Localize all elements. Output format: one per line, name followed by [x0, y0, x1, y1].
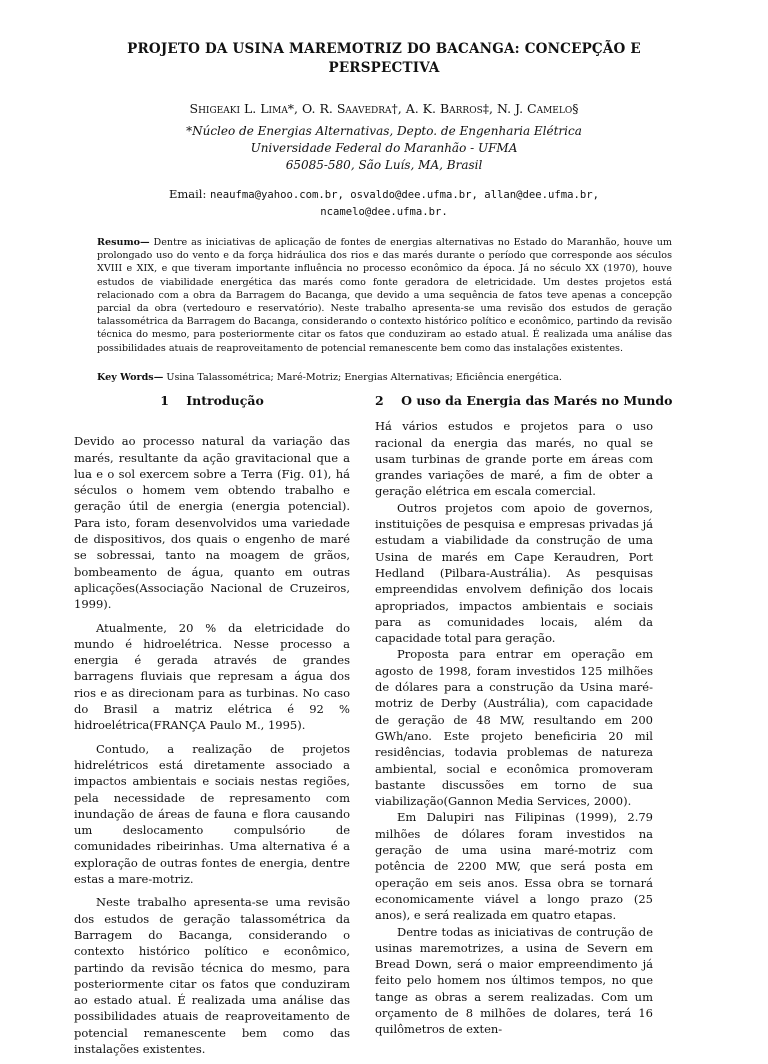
section-2-paragraph: Há vários estudos e projetos para o uso racional da energia das marés, no qual se usam turbinas de grande porte em áreas com grandes variações de maré, a fim de obter a geração elétrica em escala comercial. — [375, 419, 653, 499]
email-addresses-line-2: ncamelo@dee.ufma.br. — [320, 206, 448, 218]
affiliation-line-2: Universidade Federal do Maranhão - UFMA — [250, 141, 518, 155]
section-2-paragraph: Outros projetos com apoio de governos, instituições de pesquisa e empresas privadas já estudam a viabilidade da construção de uma Usina de marés em Cape Keraudren, Port Hedland (Pilbara-Austrália). As pesquisas empreendidas envolvem definição dos locais apropriados, impactos ambientais e sociais para as comunidades locais, além da capacidade total para geração. — [375, 500, 653, 646]
section-1-paragraph: Neste trabalho apresenta-se uma revisão dos estudos de geração talassométrica da Barragem do Bacanga, considerando o contexto histórico político e econômico, partindo da revisão técnica do mesmo, para posteriormente citar os fatos que conduziram ao estado atual. É realizada uma análise das possibilidades atuais de reaproveitamento de potencial remanescente bem como das instalações existentes. — [74, 895, 350, 1056]
keywords-label: Key Words— — [97, 372, 164, 383]
title-line-1: PROJETO DA USINA MAREMOTRIZ DO BACANGA: CONCEPÇÃO E — [127, 41, 641, 57]
keywords — [97, 371, 672, 384]
affiliation-line-1: *Núcleo de Energias Alternativas, Depto. de Engenharia Elétrica — [186, 124, 582, 138]
section-2-paragraph: Em Dalupiri nas Filipinas (1999), 2.79 milhões de dólares foram investidos na geração de uma usina maré-motriz com potência de 2200 MW, que será posta em operação em seis anos. Essa obra se tornará economicamente viável a longo prazo (25 anos), e será realizada em quatro etapas. — [375, 810, 653, 923]
abstract-label: Resumo— — [97, 237, 150, 248]
paper-title — [80, 40, 688, 78]
left-column — [74, 393, 350, 1064]
email-addresses-line-1: neaufma@yahoo.com.br, osvaldo@dee.ufma.br, allan@dee.ufma.br, — [209, 189, 600, 201]
section-2-heading: 2 O uso da Energia das Marés no Mundo — [375, 393, 673, 408]
section-2-paragraph: Dentre todas as iniciativas de contrução de usinas maremotrizes, a usina de Severn em Bread Down, será o maior empreendimento já feito pelo homem nos últimos tempos, no que tange as obras a serem realizadas. Com um orçamento de 8 milhões de dolares, terá 16 quilômetros de exten- — [375, 924, 653, 1037]
keywords-text: Usina Talassométrica; Maré-Motriz; Energias Alternativas; Eficiência energética. — [166, 372, 562, 383]
email-label: Email: — [168, 187, 207, 201]
section-1-paragraph: Contudo, a realização de projetos hidrelétricos está diretamente associado a impactos ambientais e sociais nestas regiões, pela necessidade de represamento com inundação de áreas de fauna e flora causando um deslocamento compulsório de comunidades ribeirinhas. Uma alternativa é a exploração de outras fontes de energia, dentre estas a mare-motriz. — [74, 741, 350, 887]
section-2-paragraph: Proposta para entrar em operação em agosto de 1998, foram investidos 125 milhões de dólares para a construção da Usina maré-motriz de Derby (Austrália), com capacidade de geração de 48 MW, resultando em 200 GWh/ano. Este projeto beneficiria 20 mil residências, todavia problemas de natureza ambiental, social e econômica promoveram bastante discussões em torno de sua viabilização(Gannon Media Services, 2000). — [375, 647, 653, 809]
affiliation-line-3: 65085-580, São Luís, MA, Brasil — [285, 158, 483, 172]
section-1-heading: 1 Introdução — [160, 393, 264, 408]
abstract-text: Dentre as iniciativas de aplicação de fontes de energias alternativas no Estado do Maranhão, houve um prolongado uso do vento e da força hidráulica dos rios e das marés durante o período que corresponde aos séculos XVIII e XIX, e que tiveram importante influência no processo econômico da época. Já no século XX (1970), houve estudos de viabilidade energética das marés como fonte geradora de eletricidade. Um destes projetos está relacionado com a obra da Barragem do Bacanga, que devido a uma sequência de fatos teve apenas a concepção parcial da obra (vertedouro e reservatório). Neste trabalho apresenta-se uma revisão dos estudos de geração talassométrica da Barragem do Bacanga, considerando o contexto histórico político e econômico, partindo da revisão técnica do mesmo, para posteriormente citar os fatos que conduziram ao estado atual. É realizada uma análise das possibilidades atuais de reaproveitamento de potencial remanescente bem como das instalações existentes. — [97, 237, 672, 354]
section-1-paragraph: Devido ao processo natural da variação das marés, resultante da ação gravitacional que a lua e o sol exercem sobre a Terra (Fig. 01), há séculos o homem vem obtendo trabalho e geração útil de energia (energia potencial). Para isto, foram desenvolvidos uma variedade de dispositivos, dos quais o engenho de maré se sobressai, tanto na moagem de grãos, bombeamento de água, quanto em outras aplicações(Associação Nacional de Cruzeiros, 1999). — [74, 434, 350, 612]
author-list: Shigeaki L. Lima*, O. R. Saavedra†, A. K. Barros‡, N. J. Camelo§ — [189, 101, 579, 116]
right-column — [375, 393, 673, 1038]
affiliation — [100, 123, 668, 174]
section-1-paragraph: Atualmente, 20 % da eletricidade do mundo é hidroelétrica. Nesse processo a energia é gerada através de grandes barragens fluviais que represam a água dos rios e as direcionam para as turbinas. No caso do Brasil a matriz elétrica é 92 % hidroelétrica(FRANÇA Paulo M., 1995). — [74, 620, 350, 733]
title-line-2: PERSPECTIVA — [328, 60, 440, 76]
email-block — [60, 186, 708, 221]
abstract — [97, 236, 672, 355]
